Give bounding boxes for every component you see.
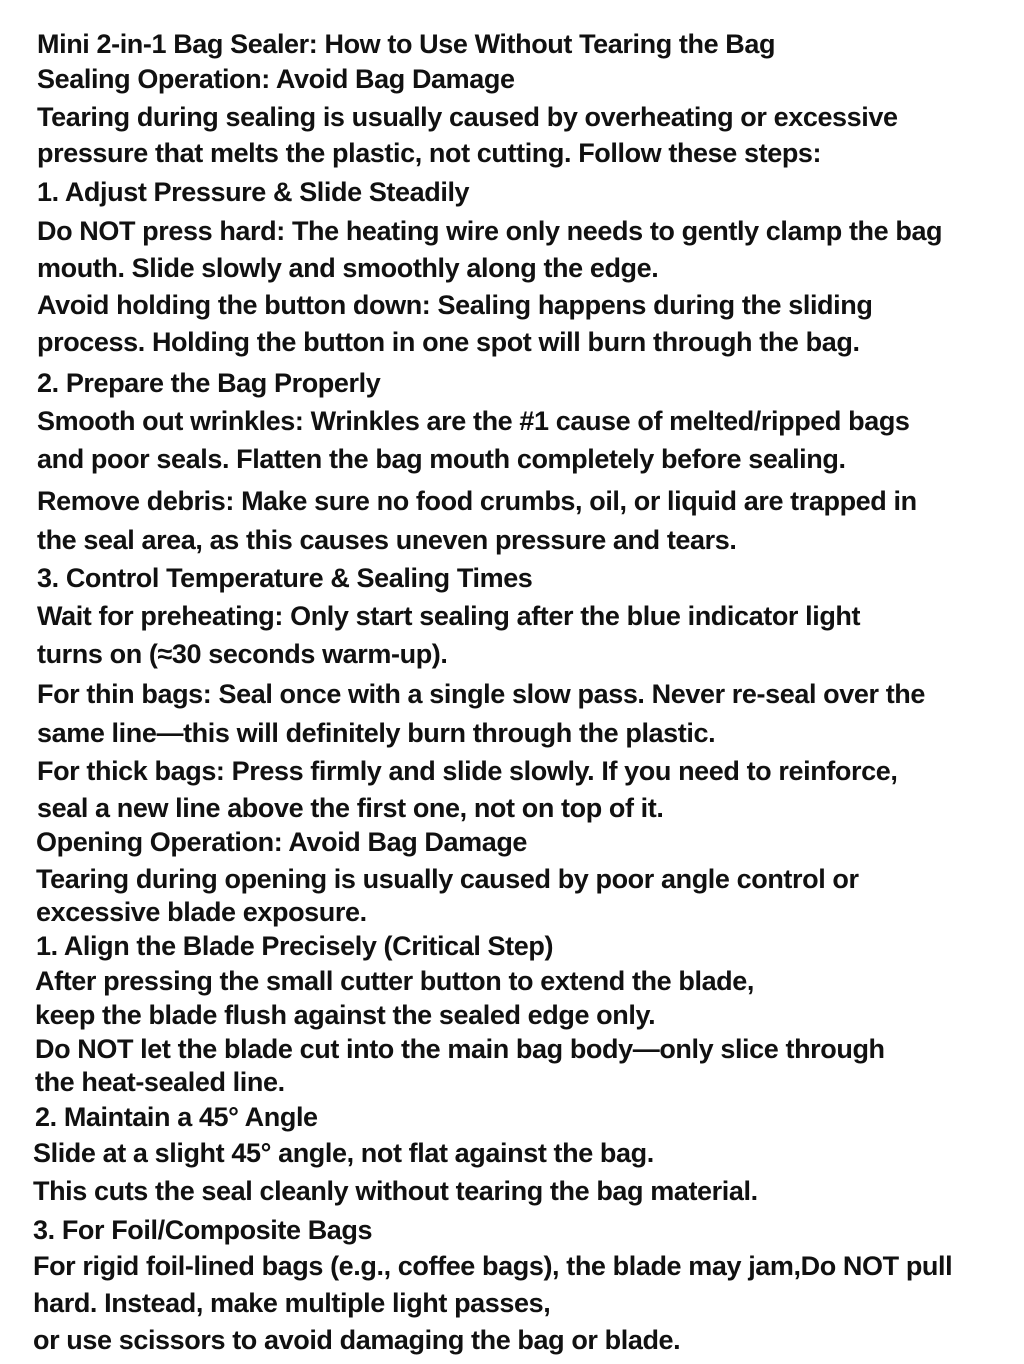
step-text-line: Avoid holding the button down: Sealing happens during the sliding [37, 290, 873, 320]
sealing-intro-line-2: pressure that melts the plastic, not cutting. Follow these steps: [37, 138, 822, 168]
section-heading-sealing: Sealing Operation: Avoid Bag Damage [37, 64, 515, 94]
step-text-line: Do NOT let the blade cut into the main bag body—only slice through [35, 1034, 885, 1064]
step-heading-adjust-pressure: 1. Adjust Pressure & Slide Steadily [37, 177, 470, 207]
step-heading-align-blade: 1. Align the Blade Precisely (Critical Step) [36, 931, 554, 961]
step-text-line: For rigid foil-lined bags (e.g., coffee bags), the blade may jam,Do NOT pull [33, 1251, 953, 1281]
step-text-line: After pressing the small cutter button to extend the blade, [35, 966, 754, 996]
step-heading-prepare-bag: 2. Prepare the Bag Properly [37, 368, 381, 398]
step-text-line: keep the blade flush against the sealed edge only. [35, 1000, 656, 1030]
step-text-line: same line—this will definitely burn through the plastic. [37, 718, 716, 748]
step-heading-maintain-angle: 2. Maintain a 45° Angle [35, 1102, 318, 1132]
section-heading-opening: Opening Operation: Avoid Bag Damage [36, 827, 528, 857]
step-text-line: Slide at a slight 45° angle, not flat against the bag. [33, 1138, 654, 1168]
step-text-line: and poor seals. Flatten the bag mouth completely before sealing. [37, 444, 846, 474]
sealing-intro-line-1: Tearing during sealing is usually caused by overheating or excessive [37, 102, 898, 132]
step-text-line: Remove debris: Make sure no food crumbs, oil, or liquid are trapped in [37, 486, 917, 516]
step-text-line: process. Holding the button in one spot will burn through the bag. [37, 327, 860, 357]
step-text-line: the heat-sealed line. [35, 1067, 285, 1097]
opening-intro-line-2: excessive blade exposure. [36, 897, 367, 927]
opening-intro-line-1: Tearing during opening is usually caused by poor angle control or [36, 864, 859, 894]
step-text-line: turns on (≈30 seconds warm-up). [37, 639, 448, 669]
step-text-line: seal a new line above the first one, not on top of it. [37, 793, 664, 823]
step-text-line: Smooth out wrinkles: Wrinkles are the #1 cause of melted/ripped bags [37, 406, 910, 436]
step-text-line: the seal area, as this causes uneven pressure and tears. [37, 525, 737, 555]
step-text-line: Wait for preheating: Only start sealing after the blue indicator light [37, 601, 861, 631]
step-text-line: mouth. Slide slowly and smoothly along the edge. [37, 253, 659, 283]
step-text-line: For thick bags: Press firmly and slide slowly. If you need to reinforce, [37, 756, 898, 786]
document-title: Mini 2-in-1 Bag Sealer: How to Use Without Tearing the Bag [37, 29, 776, 59]
step-text-line: Do NOT press hard: The heating wire only needs to gently clamp the bag [37, 216, 943, 246]
step-heading-foil-bags: 3. For Foil/Composite Bags [33, 1215, 373, 1245]
step-heading-control-temperature: 3. Control Temperature & Sealing Times [37, 563, 533, 593]
step-text-line: This cuts the seal cleanly without tearing the bag material. [33, 1176, 758, 1206]
step-text-line: or use scissors to avoid damaging the bag or blade. [33, 1325, 681, 1355]
step-text-line: hard. Instead, make multiple light passes, [33, 1288, 551, 1318]
step-text-line: For thin bags: Seal once with a single slow pass. Never re-seal over the [37, 679, 925, 709]
